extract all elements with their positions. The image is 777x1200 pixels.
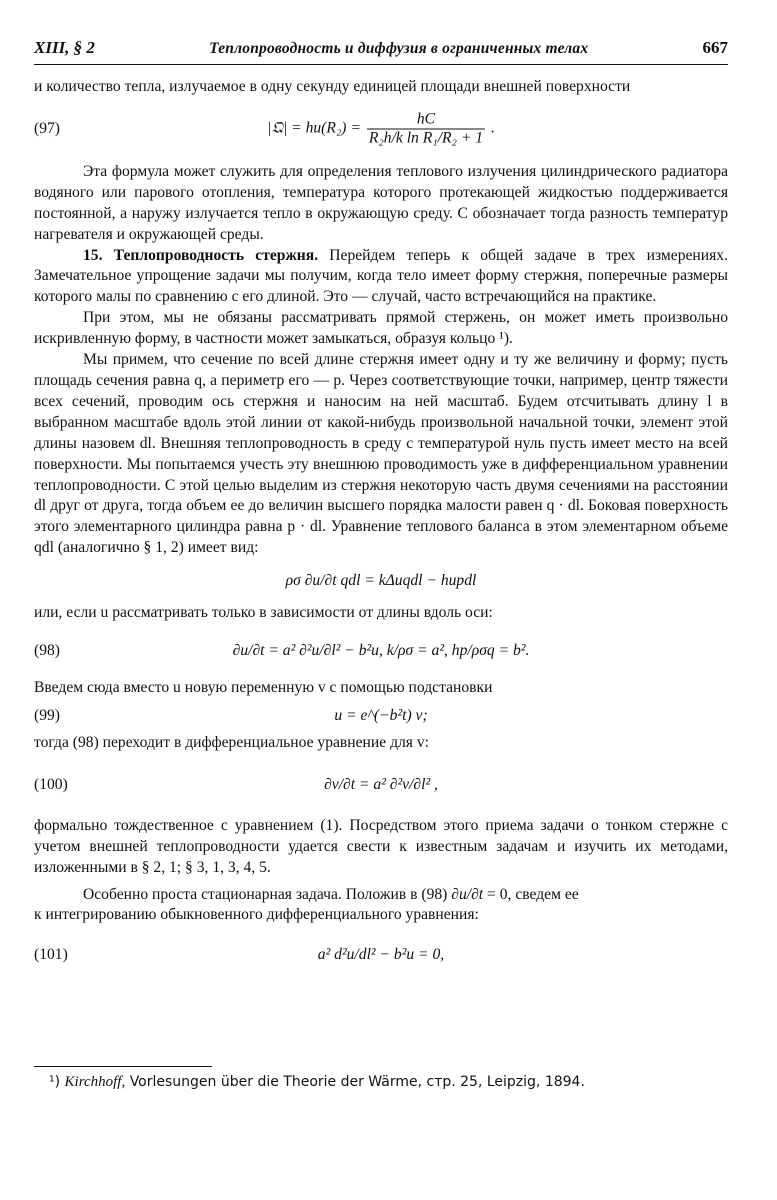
- section-15: [34, 246, 728, 309]
- eq98-formula: ∂u/∂t = a² ∂²u/∂l² − b²u, k/ρσ = a², hp/ρσq = b².: [232, 642, 530, 660]
- equation-label: (101): [34, 946, 68, 964]
- paragraph-8: тогда (98) переходит в дифференциальное уравнение для v:: [34, 733, 429, 751]
- paragraph-7: Введем сюда вместо u новую переменную v с помощью подстановки: [34, 679, 493, 697]
- paragraph-10-start: Особенно проста стационарная задача. Положив в (98): [83, 885, 448, 903]
- footnote-mark: ¹): [49, 1074, 61, 1090]
- equation-101: [34, 932, 728, 978]
- footnote-text: Vorlesungen über die Theorie der Wärme, стр. 25, Leipzig, 1894.: [129, 1074, 585, 1090]
- paragraph-11: к интегрированию обыкновенного дифференциального уравнения:: [34, 906, 479, 924]
- eq101-formula: a² d²u/dl² − b²u = 0,: [317, 946, 445, 964]
- equation-label: (100): [34, 775, 68, 793]
- equation-label: (99): [34, 706, 60, 724]
- paragraph-10-end: = 0, сведем ее: [487, 885, 579, 903]
- header-title: Теплопроводность и диффузия в ограниченных телах: [209, 40, 589, 57]
- equation-label: (98): [34, 642, 60, 660]
- eq100-formula: ∂v/∂t = a² ∂²v/∂l² ,: [324, 775, 438, 793]
- paragraph-6: или, если u рассматривать только в зависимости от длины вдоль оси:: [34, 604, 493, 622]
- page: [34, 38, 728, 984]
- equation-balance: [34, 561, 728, 601]
- paragraph-5: Мы примем, что сечение по всей длине стержня имеет одну и ту же величину и форму; пусть площадь сечения равна q, а периметр его — p. Через соответствующие точки, например, центр тяжести всех сечений, проводим ось стержня и наносим на ней масштаб. Будем отсчитывать длину l в выбранном масштабе вдоль этой линии от какой-нибудь произвольной начальной точки, элемент этой длины назовем dl. Внешняя теплопроводность в среду с температурой нуль пусть имеет место на всей поверхности. Мы попытаемся учесть эту внешнюю проводимость уже в дифференциальном уравнении теплопроводности. С этой целью выделим из стержня некоторую часть двумя сечениями на расстоянии dl друг от друга, тогда объем ее до величин высшего порядка малости равен q · dl. Боковая поверхность этого элементарного цилиндра равна p · dl. Уравнение теплового баланса в этом элементарном объеме qdl (аналогично § 1, 2) имеет вид:: [34, 351, 728, 557]
- equation-100: [34, 760, 728, 810]
- equation-label: (97): [34, 119, 60, 137]
- paragraph-10: [34, 885, 728, 906]
- running-header: [34, 38, 728, 65]
- footnote-rule: [34, 1066, 212, 1067]
- section-15-title: 15. Теплопроводность стержня.: [83, 246, 319, 264]
- section-15-text: Перейдем теперь к общей задаче в трех измерениях. Замечательное упрощение задачи мы получим, когда тело имеет форму стержня, поперечные размеры которого малы по сравнению с его длиной. Это — случай, часто встречающийся на практике.: [34, 246, 728, 306]
- page-number: 667: [702, 38, 728, 57]
- footnote-author: Kirchhoff,: [64, 1074, 126, 1090]
- eq97-denominator: R₂h/k ln R₁/R₂ + 1: [368, 129, 484, 147]
- equation-98: [34, 630, 728, 672]
- inline-fraction: ∂u/∂t: [451, 885, 484, 903]
- eq99-formula: u = e^(−b²t) v;: [334, 706, 428, 724]
- eq97-fraction: [367, 110, 485, 147]
- paragraph-2: Эта формула может служить для определения теплового излучения цилиндрического радиатора водяного или парового отопления, температура которого протекающей жидкостью поддерживается постоянной, а наружу излучается тепло в окружающую среду. C обозначает тогда разность температур нагревателя и окружающей среды.: [34, 162, 728, 243]
- footnote: [49, 1074, 689, 1091]
- paragraph-1: и количество тепла, излучаемое в одну секунду единицей площади внешней поверхности: [34, 78, 631, 95]
- paragraph-4: При этом, мы не обязаны рассматривать прямой стержень, он может иметь произвольно искривленную форму, в частности может замыкаться, образуя кольцо ¹).: [34, 309, 728, 348]
- eq97-lhs: |𝔔| = hu(R₂) =: [267, 119, 361, 137]
- equation-97: (97) |𝔔| = hu(R₂) = $\frac{hC}{\text{R₂h/k ln R₁/R₂ + 1}}$ .: [34, 110, 495, 147]
- header-section: XIII, § 2: [34, 38, 95, 57]
- equation-99: [34, 701, 728, 731]
- balance-formula: ρσ ∂u/∂t qdl = kΔuqdl − hupdl: [285, 572, 477, 590]
- paragraph-9: формально тождественное с уравнением (1). Посредством этого приема задачи о тонком стержне с учетом внешней теплопроводности удается свести к известным задачам и изучить их методами, изложенными в § 2, 1; § 3, 1, 3, 4, 5.: [34, 816, 728, 876]
- eq97-numerator: hC: [367, 110, 485, 129]
